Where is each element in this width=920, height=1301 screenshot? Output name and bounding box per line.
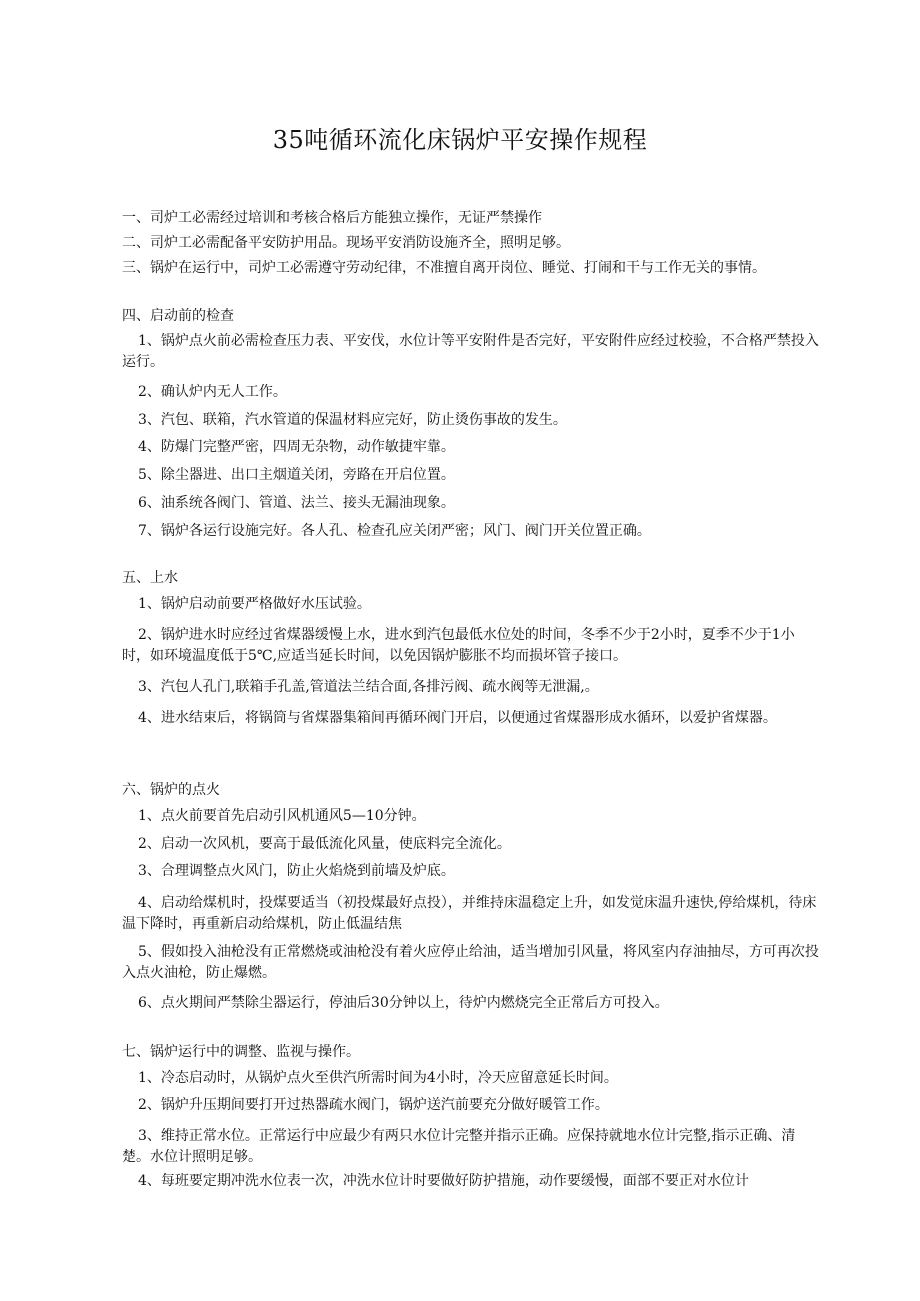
paragraph: 1、锅炉点火前必需检查压力表、平安伐，水位计等平安附件是否完好，平安附件应经过校验，不合格严禁投入运行。 (122, 333, 819, 370)
paragraph: 1、点火前要首先启动引风机通风5—10分钟。 (138, 808, 426, 824)
paragraph: 3、汽包、联箱，汽水管道的保温材料应完好，防止烫伤事故的发生。 (138, 412, 567, 428)
paragraph: 一、司炉工必需经过培训和考核合格后方能独立操作，无证严禁操作 (122, 210, 542, 226)
paragraph: 4、启动给煤机时，投煤要适当（初投煤最好点投），并维持床温稳定上升，如发觉床温升速快,停给煤机，待床温下降时，再重新启动给煤机，防止低温结焦 (122, 895, 817, 932)
paragraph: 5、假如投入油枪没有正常燃烧或油枪没有着火应停止给油，适当增加引风量，将风室内存油抽尽，方可再次投入点火油枪，防止爆燃。 (122, 944, 819, 981)
paragraph: 4、防爆门完整严密，四周无杂物，动作敏捷牢靠。 (138, 439, 455, 455)
paragraph: 2、锅炉进水时应经过省煤器缓慢上水，进水到汽包最低水位处的时间，冬季不少于2小时，夏季不少于1小时，如环境温度低于5℃,应适当延长时间，以免因锅炉膨胀不均而损坏管子接口。 (122, 627, 795, 664)
paragraph: 2、启动一次风机，要高于最低流化风量，使底料完全流化。 (138, 836, 511, 852)
paragraph: 5、除尘器进、出口主烟道关闭，旁路在开启位置。 (138, 467, 455, 483)
paragraph: 3、汽包人孔门,联箱手孔盖,管道法兰结合面,各排污阀、疏水阀等无泄漏,。 (138, 679, 599, 695)
paragraph: 4、每班要定期冲洗水位表一次，冲洗水位计时要做好防护措施，动作要缓慢，面部不要正对水位计 (138, 1173, 749, 1189)
paragraph: 二、司炉工必需配备平安防护用品。现场平安消防设施齐全，照明足够。 (122, 235, 570, 251)
paragraph: 3、合理调整点火风门，防止火焰烧到前墙及炉底。 (138, 863, 455, 879)
paragraph: 1、锅炉启动前要严格做好水压试验。 (138, 596, 371, 612)
paragraph: 6、油系统各阀门、管道、法兰、接头无漏油现象。 (138, 495, 455, 511)
section-heading: 四、启动前的检查 (122, 308, 234, 324)
page-title: 35吨循环流化床锅炉平安操作规程 (272, 126, 648, 154)
paragraph: 2、锅炉升压期间要打开过热器疏水阀门，锅炉送汽前要充分做好暖管工作。 (138, 1097, 609, 1113)
paragraph: 2、确认炉内无人工作。 (138, 384, 287, 400)
paragraph: 1、冷态启动时，从锅炉点火至供汽所需时间为4小时，冷天应留意延长时间。 (138, 1070, 618, 1086)
paragraph: 7、锅炉各运行设施完好。各人孔、检查孔应关闭严密；风门、阀门开关位置正确。 (138, 523, 651, 539)
section-heading: 六、锅炉的点火 (122, 782, 220, 798)
section-heading: 五、上水 (122, 570, 178, 586)
paragraph: 3、维持正常水位。正常运行中应最少有两只水位计完整并指示正确。应保持就地水位计完整,指示正确、清楚。水位计照明足够。 (122, 1128, 796, 1165)
paragraph: 6、点火期间严禁除尘器运行，停油后30分钟以上，待炉内燃烧完全正常后方可投入。 (138, 995, 669, 1011)
paragraph: 三、锅炉在运行中，司炉工必需遵守劳动纪律，不准擅自离开岗位、睡觉、打闹和干与工作无关的事情。 (122, 260, 766, 276)
section-heading: 七、锅炉运行中的调整、监视与操作。 (122, 1044, 360, 1060)
paragraph: 4、进水结束后，将锅筒与省煤器集箱间再循环阀门开启，以便通过省煤器形成水循环，以爱护省煤器。 (138, 710, 777, 726)
